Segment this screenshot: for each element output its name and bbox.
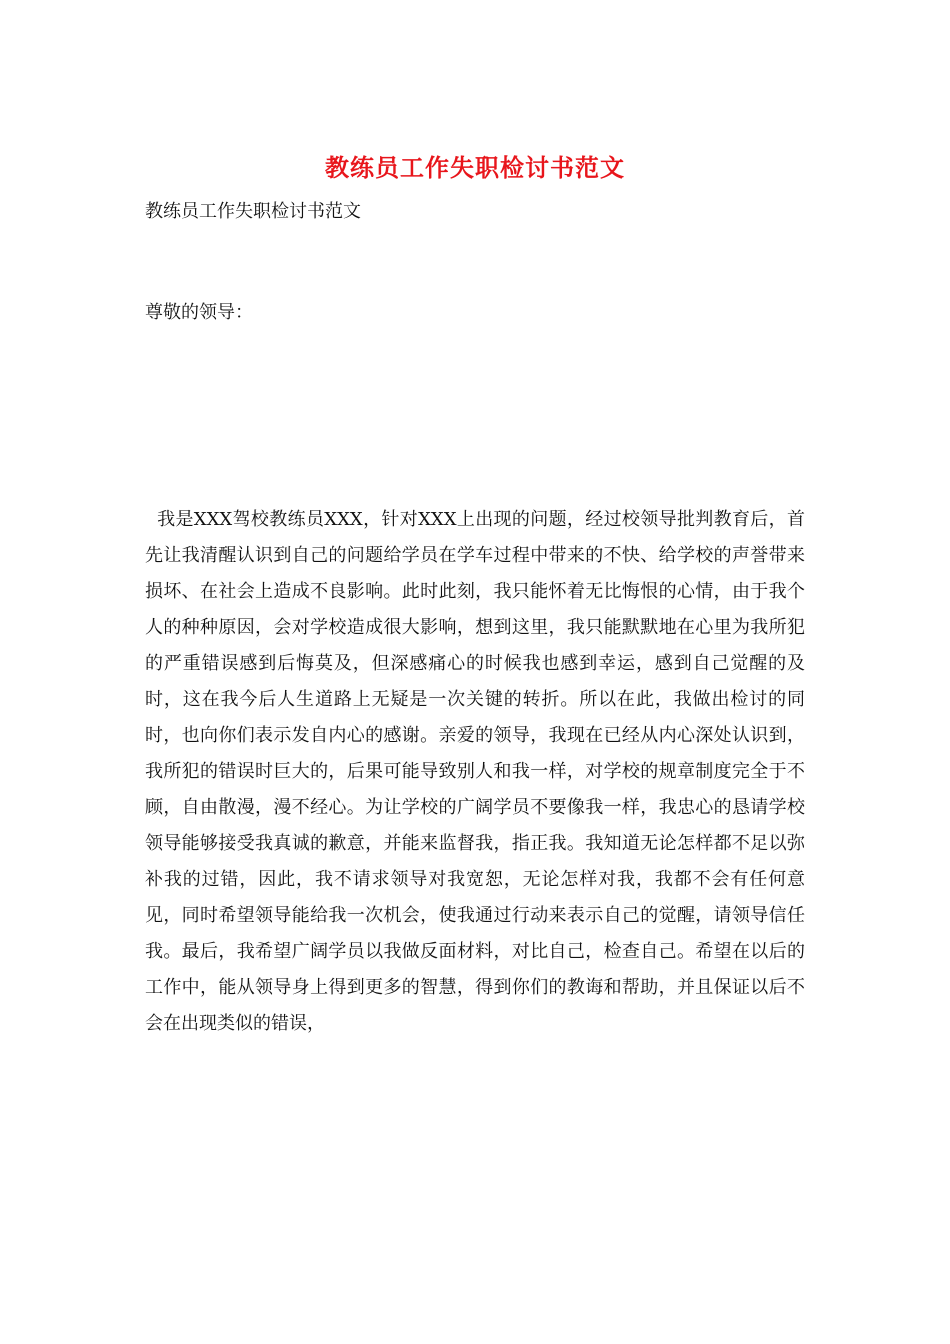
- document-subtitle: 教练员工作失职检讨书范文: [145, 201, 361, 222]
- document-title: 教练员工作失职检讨书范文: [325, 153, 625, 182]
- body-paragraph: 我是XXX驾校教练员XXX，针对XXX上出现的问题，经过校领导批判教育后，首先让我清醒认识到自己的问题给学员在学车过程中带来的不快、给学校的声誉带来损坏、在社会上造成不良影响。此时此刻，我只能怀着无比悔恨的心情，由于我个人的种种原因，会对学校造成很大影响，想到这里，我只能默默地在心里为我所犯的严重错误感到后悔莫及，但深感痛心的时候我也感到幸运，感到自己觉醒的及时，这在我今后人生道路上无疑是一次关键的转折。所以在此，我做出检讨的同时，也向你们表示发自内心的感谢。亲爱的领导，我现在已经从内心深处认识到，我所犯的错误时巨大的，后果可能导致别人和我一样，对学校的规章制度完全于不顾，自由散漫，漫不经心。为让学校的广阔学员不要像我一样，我忠心的恳请学校领导能够接受我真诚的歉意，并能来监督我，指正我。我知道无论怎样都不足以弥补我的过错，因此，我不请求领导对我宽恕，无论怎样对我，我都不会有任何意见，同时希望领导能给我一次机会，使我通过行动来表示自己的觉醒，请领导信任我。最后，我希望广阔学员以我做反面材料，对比自己，检查自己。希望在以后的工作中，能从领导身上得到更多的智慧，得到你们的教诲和帮助，并且保证以后不会在出现类似的错误，: [145, 509, 805, 1034]
- salutation: 尊敬的领导：: [145, 302, 253, 323]
